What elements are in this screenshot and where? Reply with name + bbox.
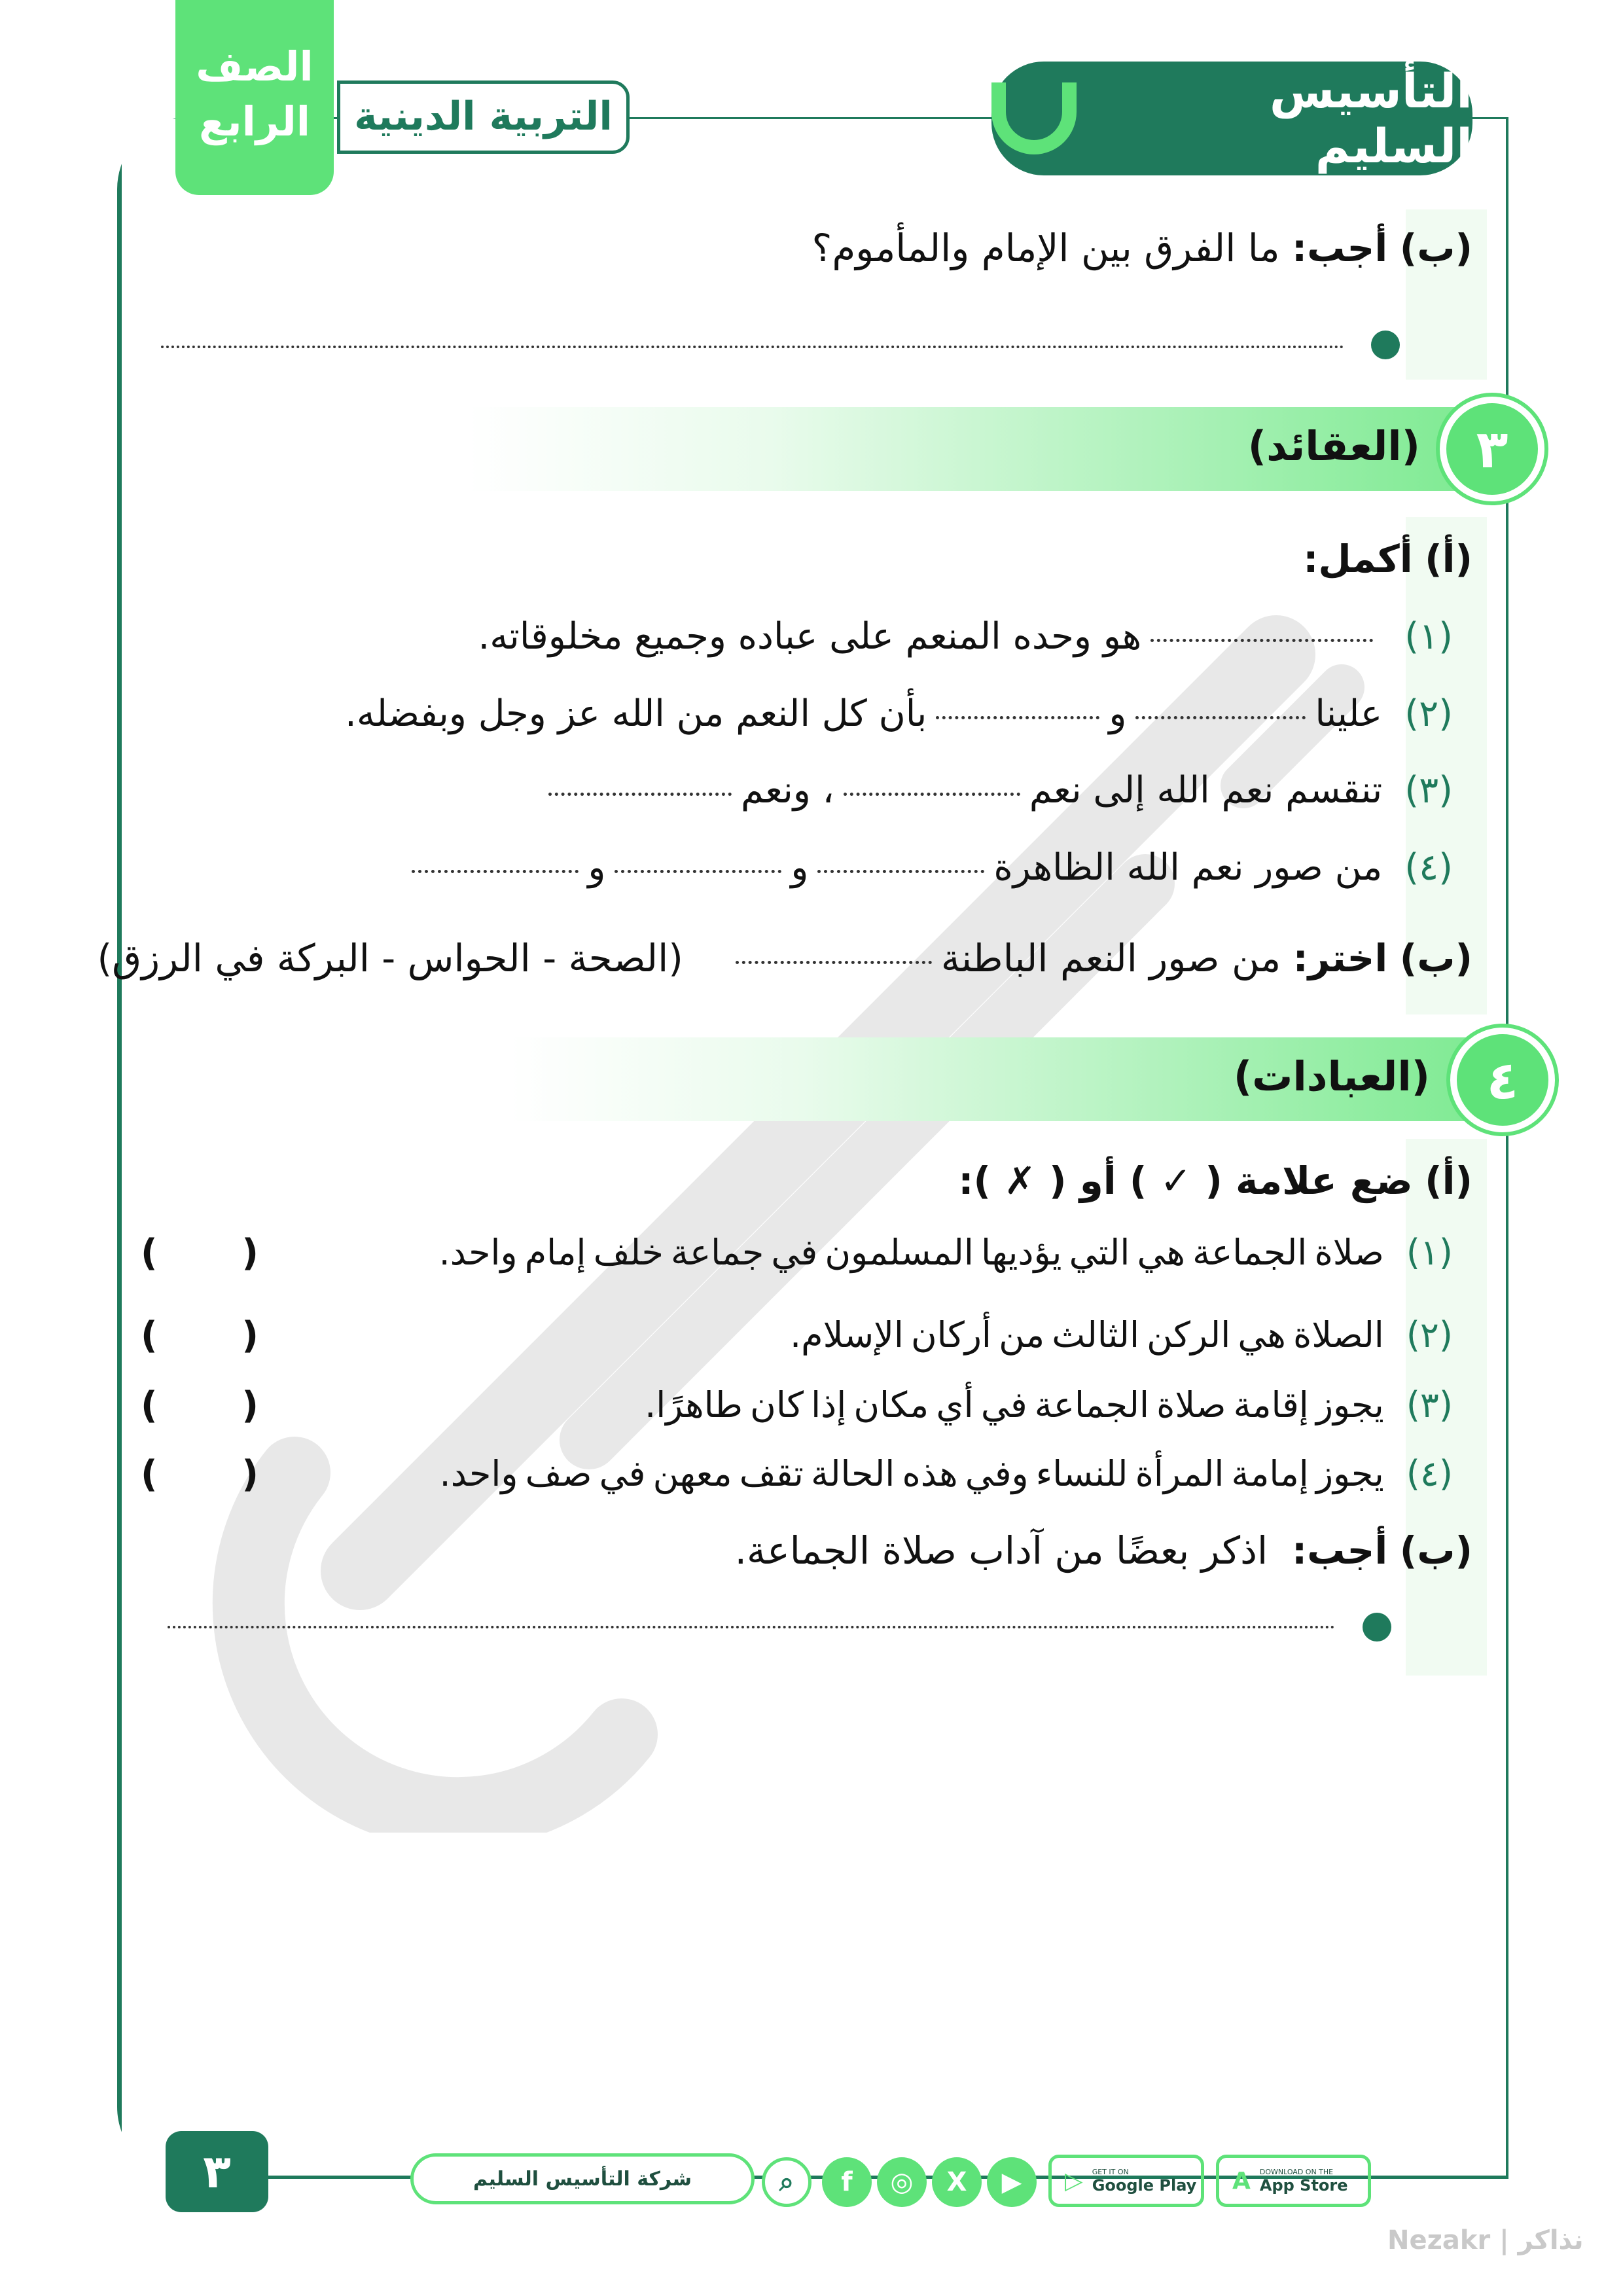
- brand-logo-icon: [991, 82, 1077, 154]
- list-item: (٣)تنقسم نعم الله إلى نعم، ونعم: [539, 769, 1453, 812]
- brand-name: التأسيس السليم: [1269, 63, 1472, 173]
- subject-title: التربية الدينية: [354, 94, 613, 139]
- x-icon[interactable]: X: [932, 2157, 982, 2207]
- list-item: (٤)يجوز إمامة المرأة للنساء وفي هذه الحالة تقف معهن في صف واحد.: [439, 1453, 1453, 1494]
- section3-title: (العقائد): [1247, 422, 1420, 470]
- list-item: (٢)الصلاة هي الركن الثالث من أركان الإسلام.: [790, 1314, 1453, 1355]
- search-icon[interactable]: ⌕: [762, 2157, 812, 2207]
- list-item: (١)هو وحده المنعم على عباده وجميع مخلوقاته.: [478, 615, 1453, 658]
- list-item: (١)صلاة الجماعة هي التي يؤديها المسلمون في جماعة خلف إمام واحد.: [438, 1232, 1453, 1273]
- answer-brackets[interactable]: ( ): [141, 1384, 259, 1427]
- app-store-button[interactable]: A DOWNLOAD ON THE App Store: [1216, 2155, 1371, 2207]
- grade-line1: الصف: [196, 43, 313, 90]
- answer-brackets[interactable]: ( ): [141, 1232, 259, 1274]
- grade-line2: الرابع: [199, 98, 310, 145]
- answer-brackets[interactable]: ( ): [141, 1453, 259, 1496]
- answer-arrow-icon: [1363, 1613, 1391, 1641]
- section3-number: ٣: [1440, 397, 1544, 501]
- facebook-icon[interactable]: f: [822, 2157, 872, 2207]
- choose-question: (ب) اختر: من صور النعم الباطنة(الصحة - الحواس - البركة في الرزق): [97, 936, 1472, 980]
- company-link[interactable]: شركة التأسيس السليم: [410, 2153, 755, 2204]
- corner-watermark: Nezakr | نذاكر: [1387, 2225, 1584, 2255]
- instagram-icon[interactable]: ◎: [877, 2157, 927, 2207]
- google-play-button[interactable]: ▷ GET IT ON Google Play: [1048, 2155, 1204, 2207]
- grade-tab: [175, 0, 334, 195]
- list-item: (٣)يجوز إقامة صلاة الجماعة في أي مكان إذا كان طاهرًا.: [645, 1384, 1453, 1426]
- app-store-icon: A: [1232, 2167, 1251, 2195]
- list-item: (٢)عليناوبأن كل النعم من الله عز وجل وبفضله.: [345, 692, 1453, 735]
- section4-title: (العبادات): [1233, 1052, 1430, 1100]
- subject-box: [337, 81, 630, 154]
- google-play-icon: ▷: [1065, 2167, 1083, 2195]
- question-etiquette: (ب) أجب: اذكر بعضًا من آداب صلاة الجماعة.: [734, 1528, 1472, 1573]
- answer-brackets[interactable]: ( ): [141, 1314, 259, 1357]
- list-item: (٤)من صور نعم الله الظاهرةوو: [402, 846, 1453, 889]
- youtube-icon[interactable]: ▶: [987, 2157, 1037, 2207]
- answer-line[interactable]: [168, 1626, 1335, 1628]
- answer-line[interactable]: [161, 346, 1344, 348]
- brand-banner: [991, 62, 1472, 175]
- answer-arrow-icon: [1371, 331, 1400, 359]
- section4-number: ٤: [1450, 1028, 1555, 1132]
- page-number: ٣: [166, 2131, 268, 2212]
- question-answer-imam: (ب) أجب: ما الفرق بين الإمام والمأموم؟: [812, 226, 1472, 270]
